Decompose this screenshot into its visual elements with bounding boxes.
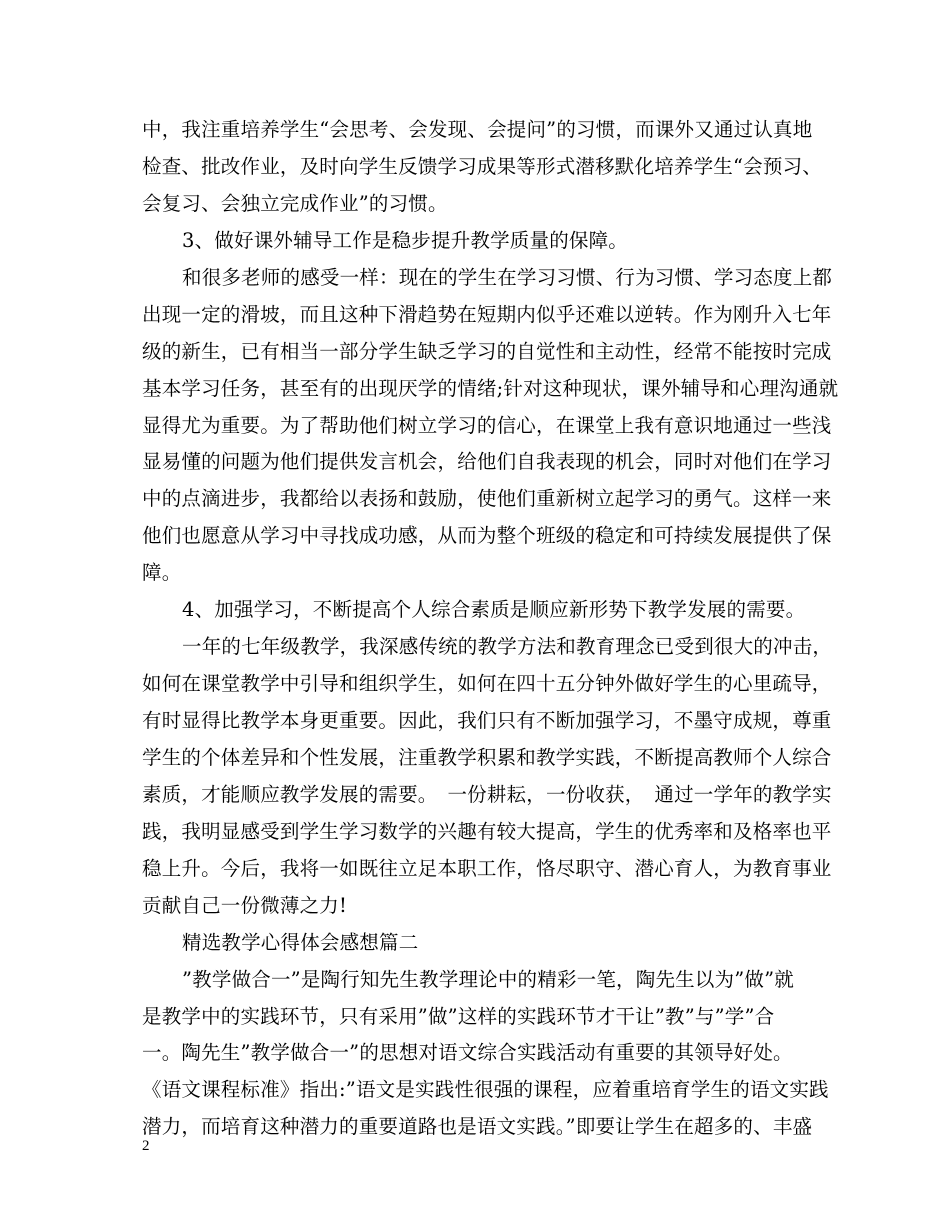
text-line: 是教学中的实践环节，只有采用”做”这样的实践环节才干让”教”与”学”合 xyxy=(142,1004,775,1028)
text-line: 4、加强学习，不断提高个人综合素质是顺应新形势下教学发展的需要。 xyxy=(182,598,806,622)
text-line: 潜力，而培育这种潜力的重要道路也是语文实践。”即要让学生在超多的、丰盛 xyxy=(142,1115,813,1139)
text-line: 显得尤为重要。为了帮助他们树立学习的信心，在课堂上我有意识地通过一些浅 xyxy=(142,413,832,437)
text-line: 践，我明显感受到学生学习数学的兴趣有较大提高，学生的优秀率和及格率也平 xyxy=(142,819,832,843)
text-line: 障。 xyxy=(142,561,182,585)
text-line: 一。陶先生”教学做合一”的思想对语文综合实践活动有重要的其领导好处。 xyxy=(142,1041,793,1065)
text-line: 出现一定的滑坡，而且这种下滑趋势在短期内似乎还难以逆转。作为刚升入七年 xyxy=(142,302,832,326)
text-line: 一年的七年级教学，我深感传统的教学方法和教育理念已受到很大的冲击， xyxy=(182,635,833,659)
text-line: 中，我注重培养学生“会思考、会发现、会提问”的习惯，而课外又通过认真地 xyxy=(142,118,813,141)
body-text xyxy=(142,112,839,1146)
text-line: 级的新生，已有相当一部分学生缺乏学习的自觉性和主动性，经常不能按时完成 xyxy=(142,339,832,363)
text-line: 和很多老师的感受一样：现在的学生在学习习惯、行为习惯、学习态度上都 xyxy=(182,265,833,289)
text-line: 3、做好课外辅导工作是稳步提升教学质量的保障。 xyxy=(182,228,629,252)
text-line: ”教学做合一”是陶行知先生教学理论中的精彩一笔，陶先生以为”做”就 xyxy=(182,967,794,991)
text-line: 精选教学心得体会感想篇二 xyxy=(182,930,419,954)
text-line: 有时显得比教学本身更重要。因此，我们只有不断加强学习，不墨守成规，尊重 xyxy=(142,709,832,732)
text-line: 会复习、会独立完成作业”的习惯。 xyxy=(142,191,448,215)
text-line: 贡献自己一份微薄之力! xyxy=(142,893,348,917)
text-line: 检查、批改作业，及时向学生反馈学习成果等形式潜移默化培养学生“会预习、 xyxy=(142,154,822,178)
text-line: 稳上升。今后，我将一如既往立足本职工作，恪尽职守、潜心育人，为教育事业 xyxy=(142,856,832,880)
text-line: 他们也愿意从学习中寻找成功感，从而为整个班级的稳定和可持续发展提供了保 xyxy=(142,524,832,548)
text-line: 基本学习任务，甚至有的出现厌学的情绪;针对这种现状，课外辅导和心理沟通就 xyxy=(142,376,839,400)
text-line: 素质，才能顺应教学发展的需要。 一份耕耘，一份收获， 通过一学年的教学实 xyxy=(142,782,832,806)
text-line: 《语文课程标准》指出:”语文是实践性很强的课程，应着重培育学生的语文实践 xyxy=(142,1078,829,1102)
page-number: 2 xyxy=(142,1138,150,1154)
text-line: 如何在课堂教学中引导和组织学生，如何在四十五分钟外做好学生的心里疏导， xyxy=(142,672,832,696)
text-line: 显易懂的问题为他们提供发言机会，给他们自我表现的机会，同时对他们在学习 xyxy=(142,450,832,474)
text-line: 学生的个体差异和个性发展，注重教学积累和教学实践，不断提高教师个人综合 xyxy=(142,745,832,769)
text-line: 中的点滴进步，我都给以表扬和鼓励，使他们重新树立起学习的勇气。这样一来 xyxy=(142,487,832,511)
